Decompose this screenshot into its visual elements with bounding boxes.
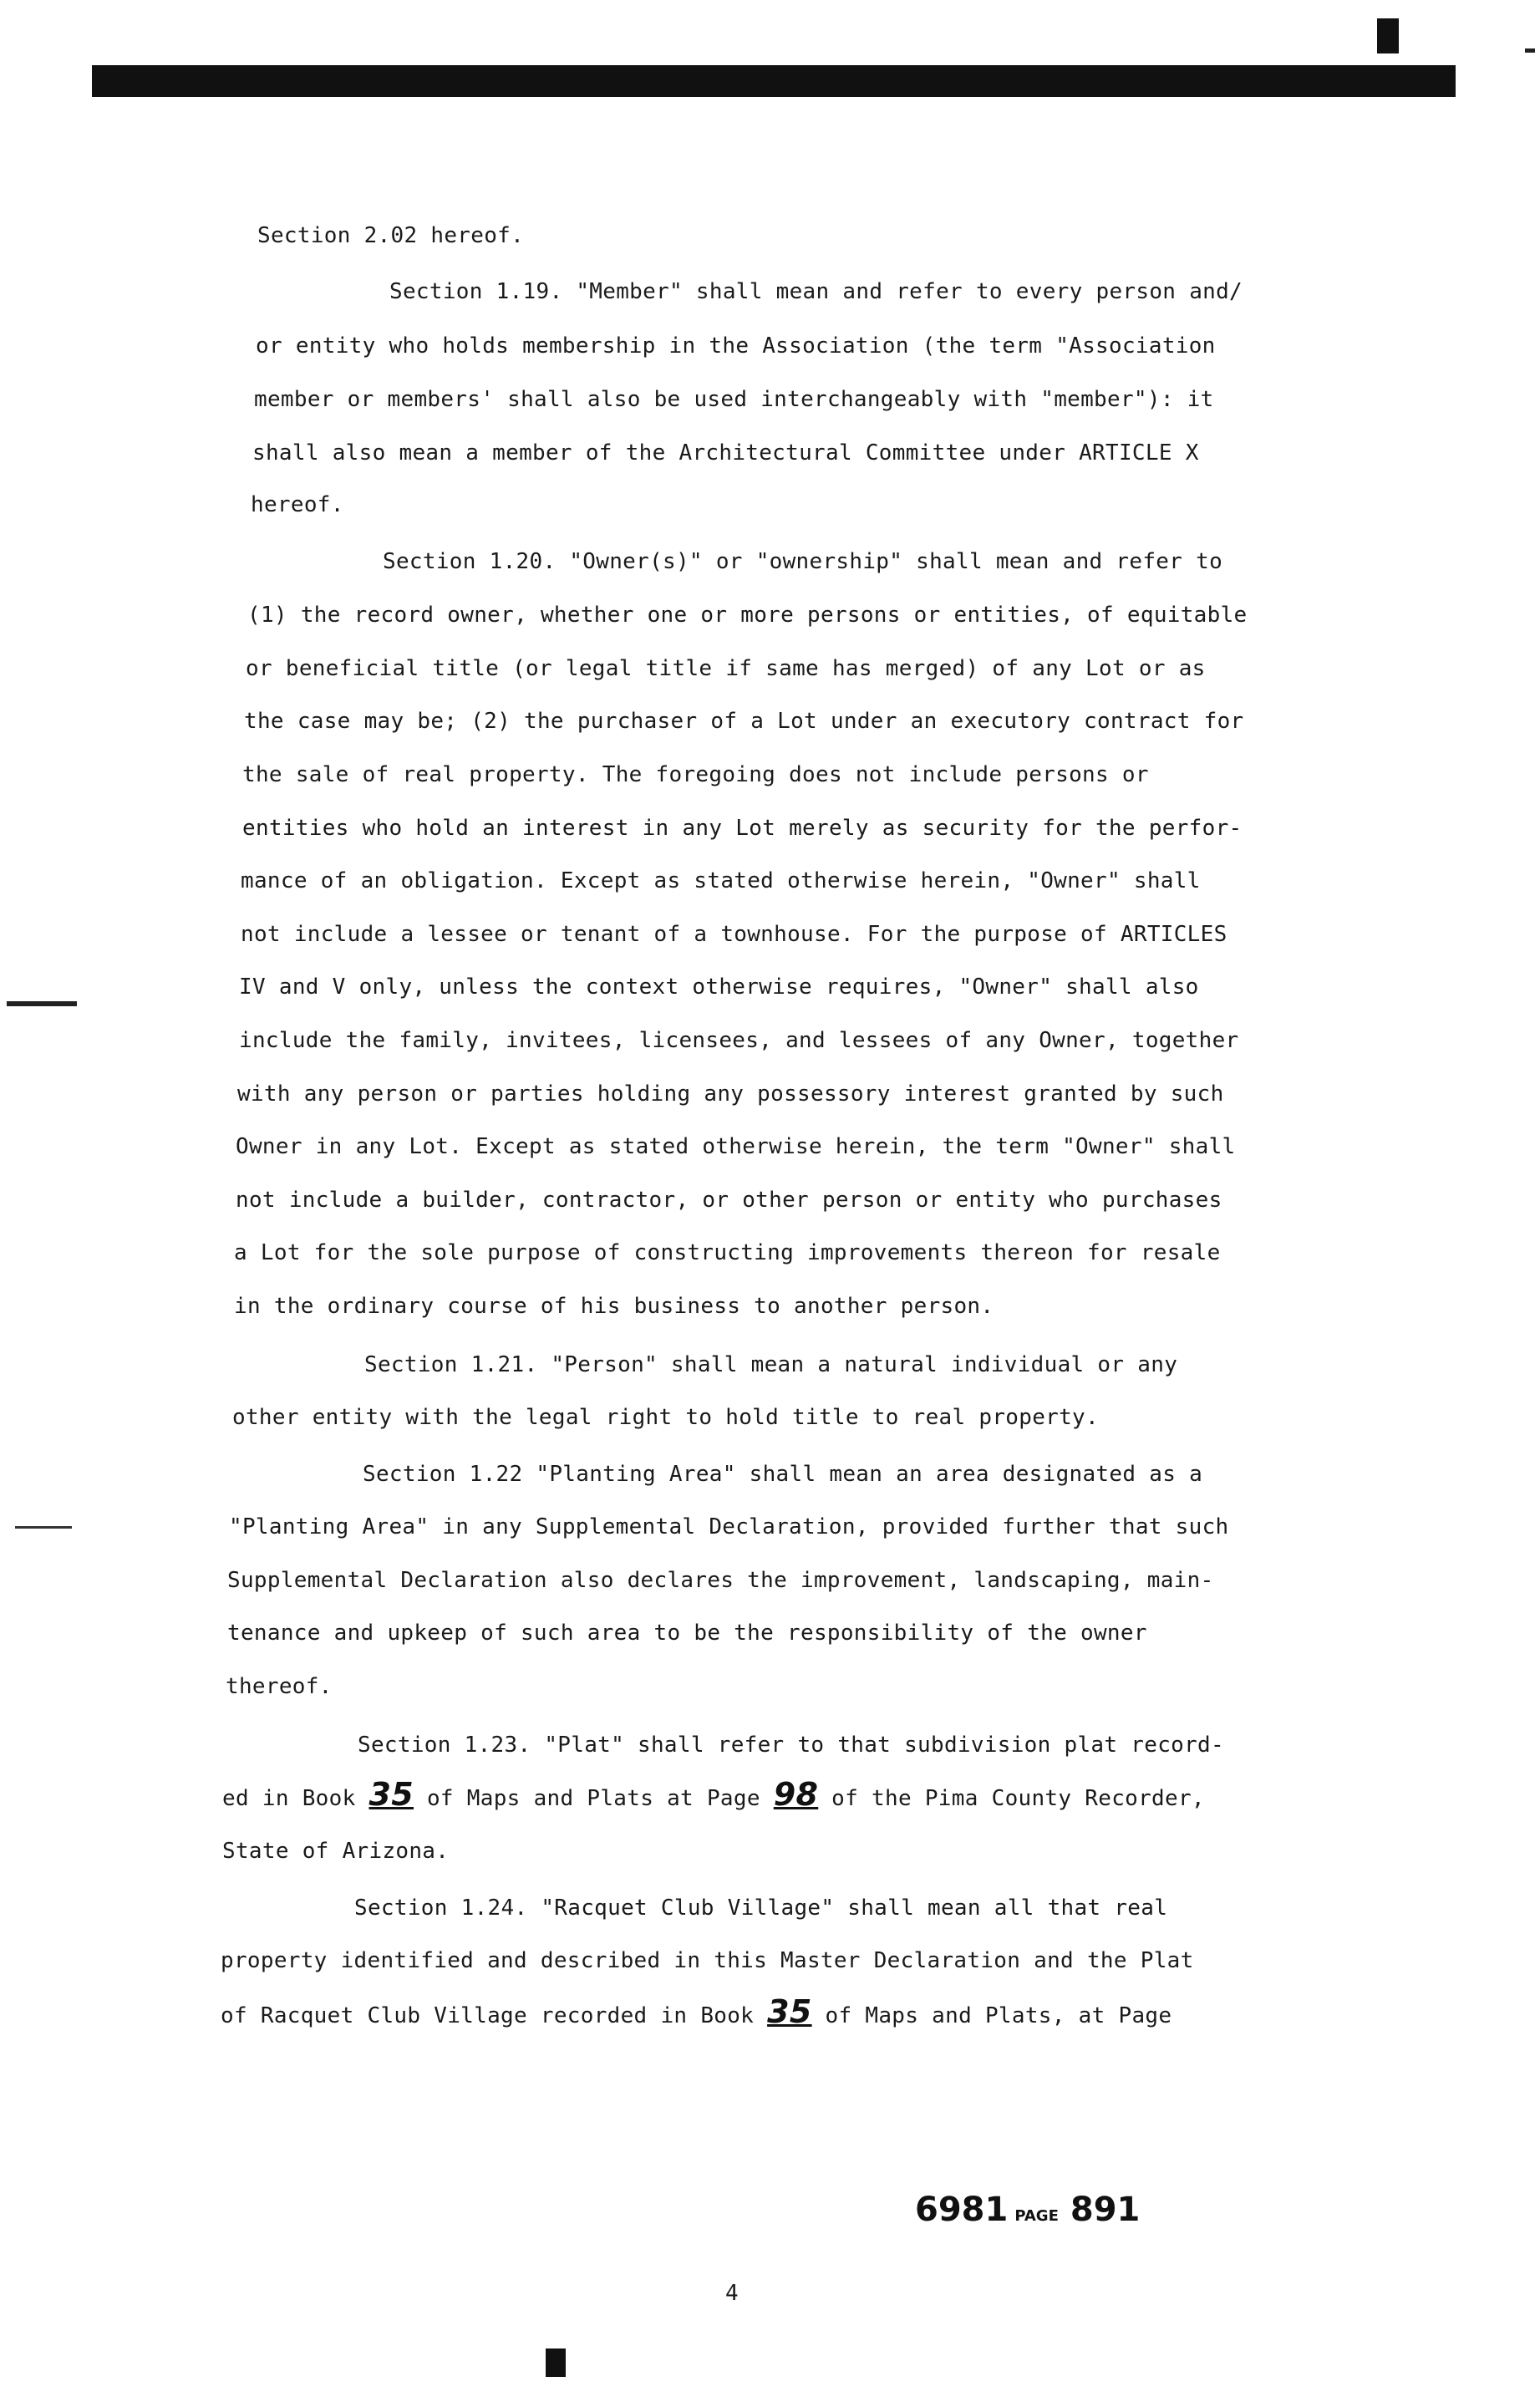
text-line: Section 1.21. "Person" shall mean a natural individual or any (364, 1352, 1178, 1377)
scan-mark-top-small (1525, 48, 1535, 53)
text-line: include the family, invitees, licensees, and lessees of any Owner, together (239, 1028, 1239, 1053)
text-line: hereof. (251, 492, 344, 517)
text-line: the sale of real property. The foregoing does not include persons or (242, 762, 1149, 787)
text-line: the case may be; (2) the purchaser of a Lot under an executory contract for (244, 709, 1244, 734)
text-line (221, 1993, 1172, 2030)
text-line: not include a lessee or tenant of a townhouse. For the purpose of ARTICLES (241, 922, 1227, 947)
text-line: other entity with the legal right to hold title to real property. (232, 1405, 1099, 1430)
scan-mark-top (1377, 18, 1399, 53)
text-line: shall also mean a member of the Architectural Committee under ARTICLE X (252, 440, 1199, 466)
page-label: PAGE (1014, 2207, 1059, 2225)
text-line: Section 1.19. "Member" shall mean and refer to every person and/ (389, 279, 1243, 304)
text-line: IV and V only, unless the context otherwise requires, "Owner" shall also (239, 975, 1199, 1000)
text-line: mance of an obligation. Except as stated otherwise herein, "Owner" shall (241, 868, 1201, 893)
text-line: entities who hold an interest in any Lot merely as security for the perfor- (242, 816, 1243, 841)
text-line: in the ordinary course of his business to another person. (234, 1294, 994, 1319)
text-line: tenance and upkeep of such area to be the responsibility of the owner (227, 1621, 1147, 1646)
text-line: Supplemental Declaration also declares the improvement, landscaping, main- (227, 1568, 1214, 1593)
scan-mark-left-2 (15, 1526, 72, 1529)
text-line: property identified and described in this Master Declaration and the Plat (221, 1948, 1194, 1973)
text-line: (1) the record owner, whether one or more persons or entities, of equitable (247, 603, 1248, 628)
page-number: 4 (725, 2281, 739, 2306)
text-line (222, 1776, 1205, 1813)
text-segment: ed in Book (222, 1786, 369, 1811)
recorder-book-page-stamp (915, 2190, 1140, 2237)
text-line: or entity who holds membership in the Association (the term "Association (256, 333, 1216, 359)
text-line: a Lot for the sole purpose of constructing improvements thereon for resale (234, 1240, 1221, 1265)
scan-mark-left-1 (7, 1001, 77, 1006)
book-number: 6981 (915, 2191, 1009, 2229)
text-line: Section 2.02 hereof. (257, 223, 525, 248)
text-line: Section 1.23. "Plat" shall refer to that subdivision plat record- (358, 1733, 1224, 1758)
scan-mark-bottom (546, 2348, 566, 2377)
text-line: Section 1.20. "Owner(s)" or "ownership" shall mean and refer to (383, 549, 1223, 574)
text-line: Section 1.22 "Planting Area" shall mean an area designated as a (363, 1462, 1203, 1487)
text-segment: of Maps and Plats, at Page (811, 2003, 1172, 2028)
text-line: thereof. (226, 1674, 333, 1699)
text-line: not include a builder, contractor, or other person or entity who purchases (236, 1188, 1222, 1213)
text-line: "Planting Area" in any Supplemental Declaration, provided further that such (229, 1514, 1229, 1539)
text-line: or beneficial title (or legal title if same has merged) of any Lot or as (246, 656, 1206, 681)
text-line: Section 1.24. "Racquet Club Village" shall mean all that real (354, 1896, 1168, 1921)
text-line: with any person or parties holding any possessory interest granted by such (237, 1081, 1224, 1107)
text-line: State of Arizona. (222, 1839, 450, 1864)
text-line: member or members' shall also be used interchangeably with "member"): it (254, 387, 1214, 412)
text-line: Owner in any Lot. Except as stated otherwise herein, the term "Owner" shall (236, 1134, 1236, 1159)
text-segment: of Racquet Club Village recorded in Book (221, 2003, 768, 2028)
handwritten-page-number: 98 (773, 1776, 819, 1813)
handwritten-book-number: 35 (767, 1993, 812, 2030)
handwritten-book-number: 35 (368, 1776, 414, 1813)
book-page-number: 891 (1070, 2191, 1141, 2229)
text-segment: of the Pima County Recorder, (818, 1786, 1205, 1811)
scan-top-bar (92, 65, 1456, 97)
text-segment: of Maps and Plats at Page (413, 1786, 774, 1811)
